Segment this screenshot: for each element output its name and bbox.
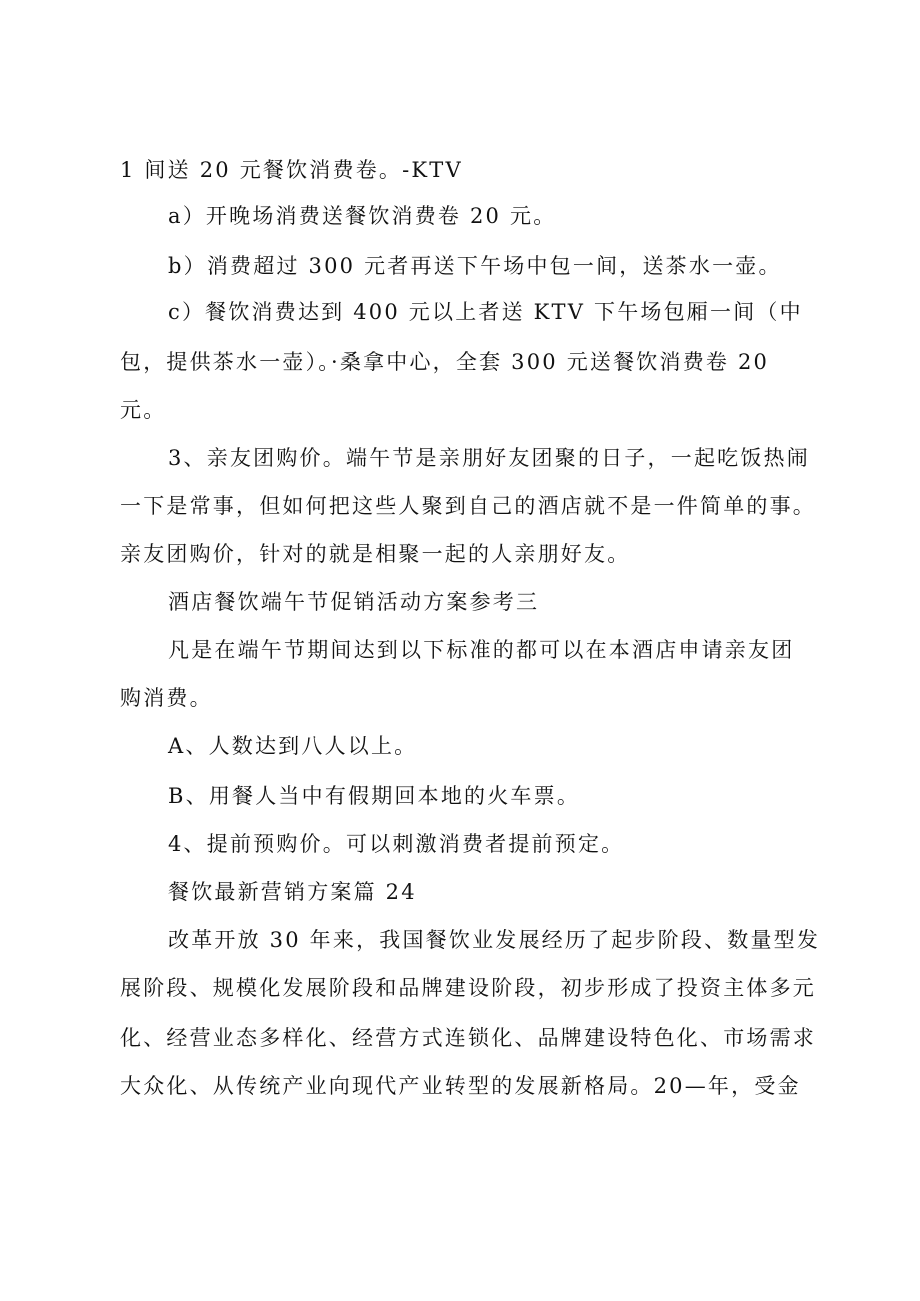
text-line: B、用餐人当中有假期回本地的火车票。 (168, 784, 581, 808)
text-line: 4、提前预购价。可以刺激消费者提前预定。 (168, 832, 625, 856)
text-line: c）餐饮消费达到 400 元以上者送 KTV 下午场包厢一间（中 (168, 300, 803, 324)
text-line: 元。 (120, 398, 167, 422)
section-title: 餐饮最新营销方案篇 24 (168, 880, 417, 904)
text-line: a）开晚场消费送餐饮消费卷 20 元。 (168, 204, 557, 228)
section-title: 酒店餐饮端午节促销活动方案参考三 (168, 590, 540, 614)
text-line: 化、经营业态多样化、经营方式连锁化、品牌建设特色化、市场需求 (120, 1026, 816, 1050)
text-line: 一下是常事，但如何把这些人聚到自己的酒店就不是一件简单的事。 (120, 494, 816, 518)
text-line: 大众化、从传统产业向现代产业转型的发展新格局。20—年，受金 (120, 1074, 801, 1098)
text-line: 展阶段、规模化发展阶段和品牌建设阶段，初步形成了投资主体多元 (120, 976, 816, 1000)
text-line: A、人数达到八人以上。 (168, 734, 418, 758)
text-line: 1 间送 20 元餐饮消费卷。-KTV (120, 158, 463, 182)
text-line: 凡是在端午节期间达到以下标准的都可以在本酒店申请亲友团 (168, 638, 795, 662)
text-line: 包，提供茶水一壶）。·桑拿中心，全套 300 元送餐饮消费卷 20 (120, 350, 770, 374)
text-line: b）消费超过 300 元者再送下午场中包一间，送茶水一壶。 (168, 254, 782, 278)
text-line: 3、亲友团购价。端午节是亲朋好友团聚的日子，一起吃饭热闹 (168, 446, 810, 470)
text-line: 亲友团购价，针对的就是相聚一起的人亲朋好友。 (120, 542, 631, 566)
text-line: 改革开放 30 年来，我国餐饮业发展经历了起步阶段、数量型发 (168, 928, 821, 952)
text-line: 购消费。 (120, 686, 213, 710)
